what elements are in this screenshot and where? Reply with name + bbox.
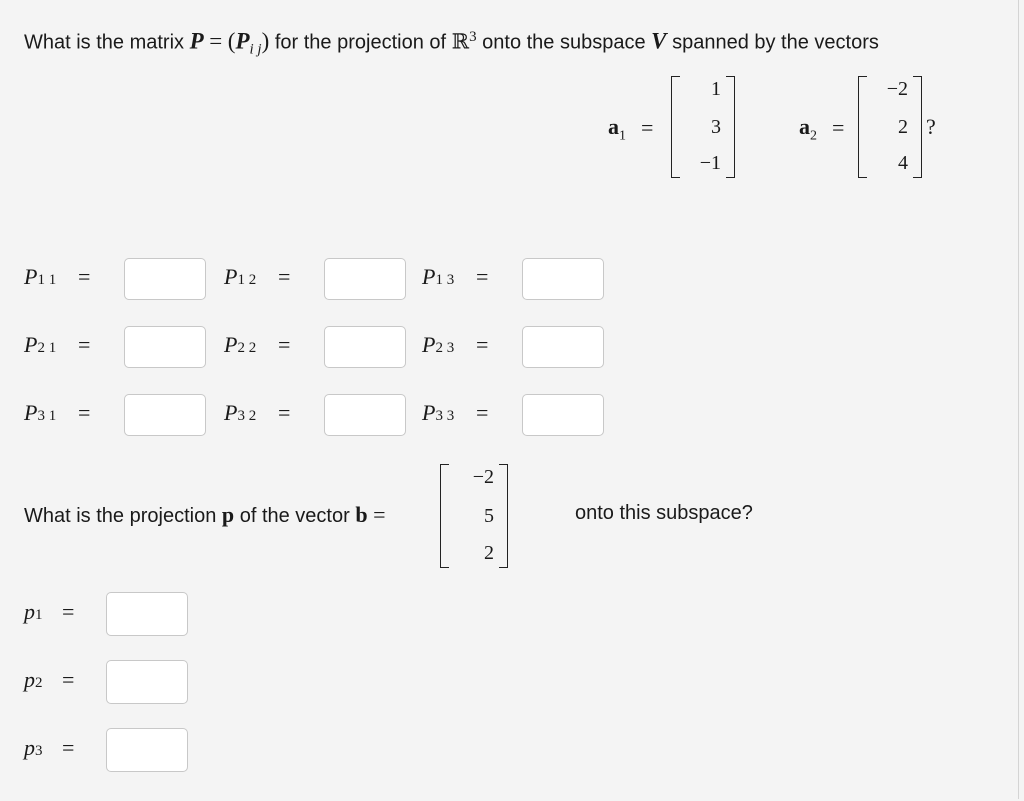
input-proj-1[interactable] xyxy=(106,592,188,636)
label-proj-1 xyxy=(24,599,43,625)
proj-var: p xyxy=(24,735,35,760)
entry-var: P xyxy=(24,400,38,425)
input-p13[interactable] xyxy=(522,258,604,300)
label-p32 xyxy=(224,400,256,426)
input-p11[interactable] xyxy=(124,258,206,300)
label-proj-3 xyxy=(24,735,43,761)
equals-sign: = xyxy=(278,332,291,357)
a1-entry-3: −1 xyxy=(699,152,721,174)
entry-var: P xyxy=(422,400,436,425)
label-p31 xyxy=(24,400,56,426)
b-entry-2: 5 xyxy=(484,505,494,527)
label-p12 xyxy=(224,264,256,290)
a2-vector xyxy=(858,76,922,178)
entry-var: P xyxy=(224,400,238,425)
equals-sign: = xyxy=(476,264,489,289)
equals-sign: = xyxy=(62,735,75,760)
entry-var: P xyxy=(422,264,436,289)
label-p11 xyxy=(24,264,56,290)
entry-var: P xyxy=(24,264,38,289)
label-p23 xyxy=(422,332,454,358)
a1-vector xyxy=(671,76,735,178)
a2-entry-3: 4 xyxy=(898,152,908,174)
label-proj-2 xyxy=(24,667,43,693)
label-p13 xyxy=(422,264,454,290)
paren-open: ( xyxy=(227,28,236,54)
reals-symbol: ℝ xyxy=(451,29,470,54)
proj-sub: 1 xyxy=(35,607,43,623)
equals-sign: = xyxy=(476,400,489,425)
a1-entry-1: 1 xyxy=(711,78,721,100)
equals-sign: = xyxy=(62,599,75,624)
entry-sub: 1 3 xyxy=(435,272,455,288)
reals-exponent: 3 xyxy=(469,29,477,45)
input-p31[interactable] xyxy=(124,394,206,436)
equals-sign: = xyxy=(62,667,75,692)
q2-mid: of the vector xyxy=(239,505,350,527)
proj-sub: 2 xyxy=(35,675,43,691)
input-proj-2[interactable] xyxy=(106,660,188,704)
matrix-symbol: P xyxy=(189,28,204,54)
question1-text xyxy=(24,22,879,65)
input-p21[interactable] xyxy=(124,326,206,368)
entry-var: P xyxy=(24,332,38,357)
entry-sub: 2 3 xyxy=(435,340,455,356)
question-mark: ? xyxy=(926,114,936,139)
entry-symbol: P xyxy=(235,28,250,54)
equals-sign: = xyxy=(476,332,489,357)
b-vector xyxy=(440,464,508,568)
a2-label xyxy=(799,114,817,144)
entry-sub: 2 1 xyxy=(37,340,57,356)
a1-letter: a xyxy=(608,114,619,139)
input-p23[interactable] xyxy=(522,326,604,368)
q2-prefix: What is the projection xyxy=(24,505,217,527)
a2-entry-1: −2 xyxy=(886,78,908,100)
equals-sign: = xyxy=(278,264,291,289)
label-p33 xyxy=(422,400,454,426)
q1-equals: = xyxy=(209,28,223,54)
a1-equals: = xyxy=(641,115,654,140)
label-p22 xyxy=(224,332,256,358)
proj-sub: 3 xyxy=(35,743,43,759)
a2-entry-2: 2 xyxy=(898,116,908,138)
entry-var: P xyxy=(224,264,238,289)
input-proj-3[interactable] xyxy=(106,728,188,772)
a2-equals: = xyxy=(832,115,845,140)
input-p33[interactable] xyxy=(522,394,604,436)
proj-var: p xyxy=(24,599,35,624)
question2-text xyxy=(24,502,386,528)
proj-var: p xyxy=(24,667,35,692)
entry-sub: 3 1 xyxy=(37,408,57,424)
a2-subscript: 2 xyxy=(810,128,817,144)
entry-var: P xyxy=(224,332,238,357)
input-p12[interactable] xyxy=(324,258,406,300)
q2-equals: = xyxy=(373,502,386,527)
label-p21 xyxy=(24,332,56,358)
q1-suffix: spanned by the vectors xyxy=(672,31,879,54)
subspace-symbol: V xyxy=(651,28,667,54)
equals-sign: = xyxy=(278,400,291,425)
q1-prefix: What is the matrix xyxy=(24,31,185,54)
equals-sign: = xyxy=(78,332,91,357)
q1-mid: for the projection of xyxy=(274,31,447,54)
equals-sign: = xyxy=(78,264,91,289)
a1-subscript: 1 xyxy=(619,128,626,144)
entry-sub: 2 2 xyxy=(237,340,257,356)
entry-subscript: i j xyxy=(249,41,262,58)
b-entry-3: 2 xyxy=(484,542,494,564)
input-p22[interactable] xyxy=(324,326,406,368)
entry-var: P xyxy=(422,332,436,357)
paren-close: ) xyxy=(261,28,270,54)
q2-suffix: onto this subspace? xyxy=(575,502,753,524)
projection-symbol: p xyxy=(221,502,235,527)
entry-sub: 3 2 xyxy=(237,408,257,424)
entry-sub: 1 1 xyxy=(37,272,57,288)
input-p32[interactable] xyxy=(324,394,406,436)
entry-sub: 1 2 xyxy=(237,272,257,288)
a1-entry-2: 3 xyxy=(711,116,721,138)
equals-sign: = xyxy=(78,400,91,425)
vector-b-symbol: b xyxy=(355,502,368,527)
a1-label xyxy=(608,114,626,144)
b-entry-1: −2 xyxy=(472,466,494,488)
a2-letter: a xyxy=(799,114,810,139)
entry-sub: 3 3 xyxy=(435,408,455,424)
q1-mid2: onto the subspace xyxy=(482,31,646,54)
